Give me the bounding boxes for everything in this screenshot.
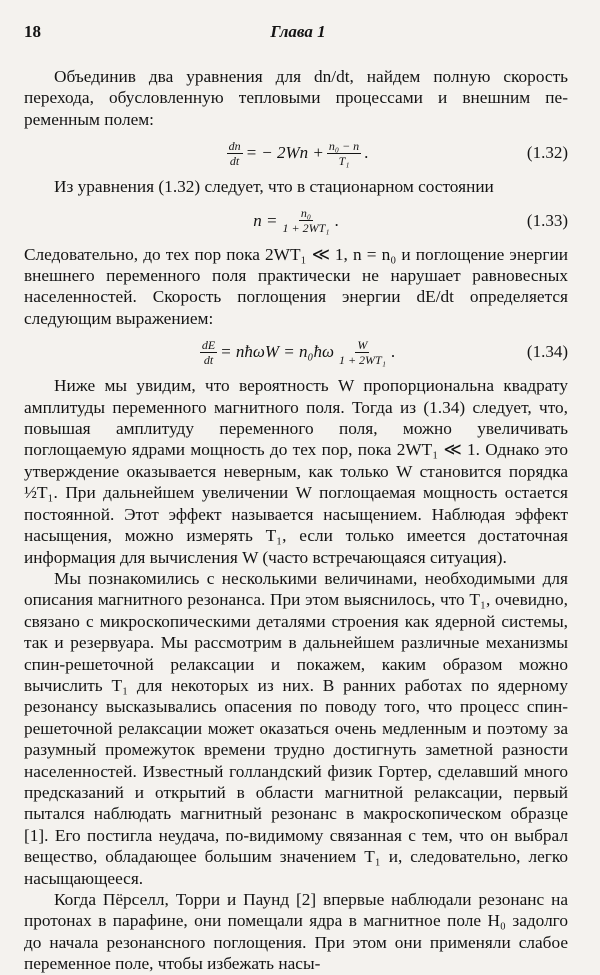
page-body [24,66,568,975]
eq1-rhs-numerator: n₀ − n [328,138,360,153]
eq1-lhs-fraction [227,139,243,168]
paragraph-6: Когда Пёрселл, Торри и Паунд [2] впервые наблюдали резонанс на протонах в парафине, они помещали ядра в магнитное поле H₀ задолго до начала резонансного поглощения. При этом они применяли слабое переменное поле, чтобы избежать насы- [24,890,568,974]
eq1-rhs-fraction [327,139,361,168]
eq1-period: . [364,143,369,163]
equation-1-34 [24,329,568,375]
eq1-middle: = − 2Wn + [245,143,324,163]
eq3-rhs-denominator: 1 + 2WT₁ [338,352,386,367]
eq3-rhs-fraction [337,338,388,367]
paragraph-2: Из уравнения (1.32) следует, что в стационарном состоянии [54,177,494,197]
paragraph-1: Объединив два уравнения для dn/dt, найдем полную скорость перехода, обусловленную тепловыми процессами и внешним переменным полем: [24,67,568,129]
equation-1-32 [24,130,568,176]
equation-number: (1.32) [526,143,568,163]
eq2-period: . [334,210,339,230]
paragraph-5: Мы познакомились с несколькими величинами, необходимыми для описания магнитного резонанса. При этом выяснилось, что T₁, очевидно, связано с микроскопическими деталями строения как ядерной системы, так и резервуара. Мы рассмотрим в дальнейшем различные механизмы спин-решеточной релаксации и покажем, каким образом можно вычислить T₁ для некоторых из них. В ранних работах по ядерному резонансу высказывались опасения по поводу того, что процесс спин-решеточной релаксации может оказаться очень медленным и поэтому за разумный промежуток времени трудно достигнуть заметной разности населенностей. Известный голландский физик Гортер, сделавший много предсказаний и открытий в области магнитной релаксации, первый пытался наблюдать магнитный резонанс в макроскопическом образце [1]. Его постигла неудача, по-видимому связанная с тем, что он выбрал вещество, обладающее большим значением T₁ и, следовательно, легко насыщающееся. [24,568,568,888]
eq2-fraction [281,206,332,235]
paragraph-4: Ниже мы увидим, что вероятность W пропорциональна квадрату амплитуды переменного магнитного поля. Тогда из (1.34) следует, что, повышая амплитуду переменного поля, можно увеличивать поглощаемую ядрами мощность до тех пор, пока 2WT₁ ≪ 1. Однако это утверждение оказывается неверным, как только W становится порядка ½T₁. При дальнейшем увеличении W поглощаемая мощность остается постоянной. Этот эффект называется насыщением. Наблюдая эффект насыщения, можно измерять T₁, если только имеется достаточная информация для вычисления W (часто встречающаяся ситуация). [24,376,568,567]
eq3-lhs-fraction [200,338,217,367]
eq3-lhs-numerator: dE [201,337,216,352]
equation-number: (1.33) [526,210,568,230]
eq1-lhs-denominator: dt [229,153,240,168]
eq3-lhs-denominator: dt [203,352,214,367]
equation-1-33 [24,198,568,244]
eq2-denominator: 1 + 2WT₁ [282,221,330,236]
eq2-lhs: n = [253,210,278,230]
eq3-rhs-numerator: W [357,337,368,352]
eq1-rhs-denominator: T₁ [338,153,350,168]
equation-number: (1.34) [526,342,568,362]
running-header [24,22,572,46]
eq3-middle: = nħωW = n₀ħω [220,342,334,362]
page-number: 18 [24,22,41,41]
paragraph-3: Следовательно, до тех пор пока 2WT₁ ≪ 1, n = n₀ и поглощение энергии внешнего переменного поля практически не нарушает равновесных населенностей. Скорость поглощения энергии dE/dt определяется следующим выражением: [24,244,568,328]
eq1-lhs-numerator: dn [228,138,241,153]
chapter-title: Глава 1 [270,22,326,41]
eq3-period: . [390,342,396,362]
eq2-numerator: n₀ [300,206,312,221]
